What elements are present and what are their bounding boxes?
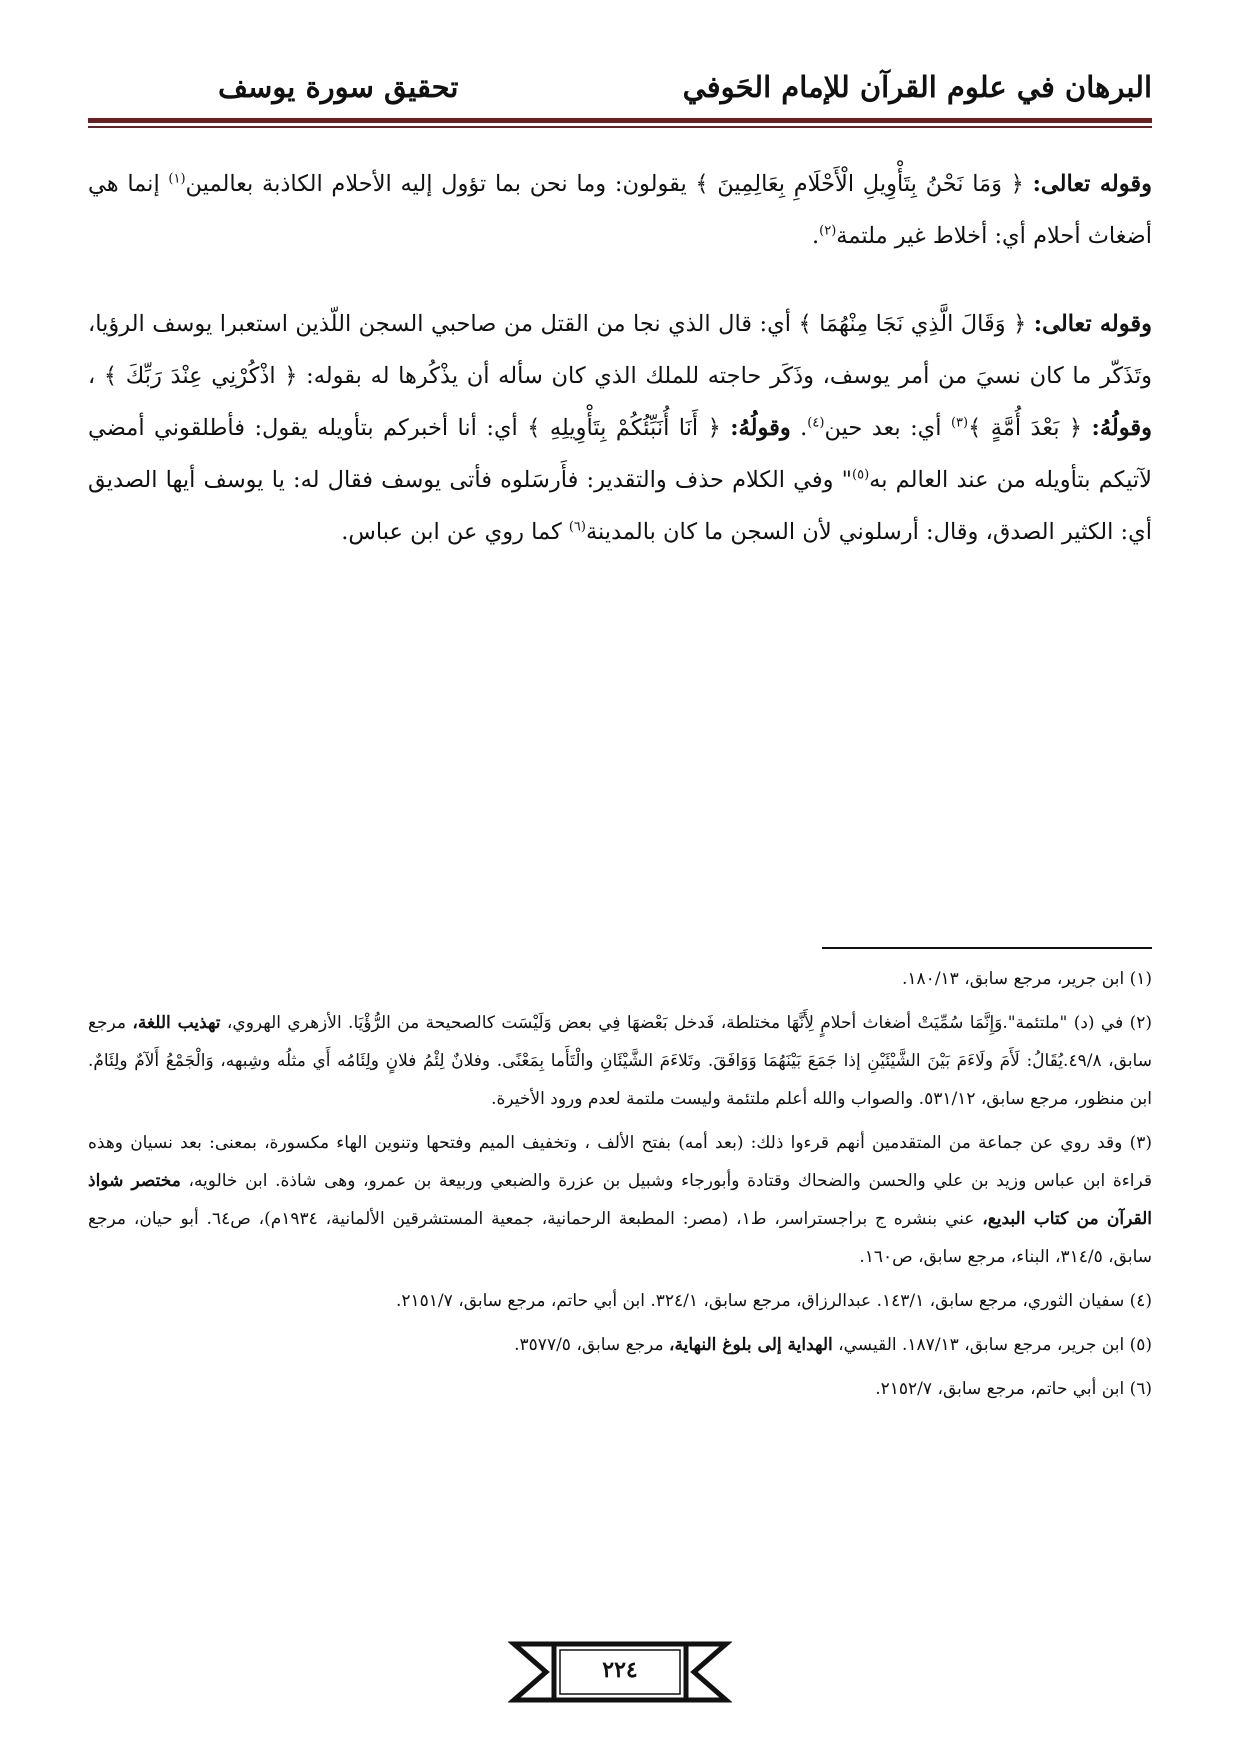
page-number-ornament xyxy=(508,1640,732,1704)
paragraph-text: . xyxy=(790,415,808,441)
paragraph-text: . xyxy=(812,223,820,249)
paragraph-text: ﴿ بَعْدَ أُمَّةٍ ﴾ xyxy=(968,415,1092,441)
footnote-text: مرجع سابق، ٣٥٧٧/٥. xyxy=(514,1335,670,1355)
paragraph-text: أي: بعد حين xyxy=(824,415,951,441)
header-rule-thin xyxy=(88,126,1152,128)
footnote-text: عني بنشره ج براجستراسر، ط١، (مصر: المطبعة الرحمانية، جمعية المستشرقين الألمانية، ١٩٣٤م)، ص٦٤. أبو حيان، مرجع سابق، ٣١٤/٥، البناء، مرجع سابق، ص١٦٠. xyxy=(88,1209,1152,1267)
footnote-3 xyxy=(88,1124,1152,1276)
footnote-separator xyxy=(822,947,1152,949)
footnote-source-title: تهذيب اللغة، xyxy=(132,1013,221,1033)
paragraph-lead: وقوله تعالى: xyxy=(1033,311,1152,337)
section-title: تحقيق سورة يوسف xyxy=(218,70,459,104)
footnote-text: (٥) ابن جرير، مرجع سابق، ١٨٧/١٣. القيسي، xyxy=(832,1335,1152,1355)
paragraph-2 xyxy=(88,298,1152,558)
footnote-5 xyxy=(88,1326,1152,1364)
footnote-ref: (٦) xyxy=(568,519,586,535)
footnote-6: (٦) ابن أبي حاتم، مرجع سابق، ٢١٥٢/٧. xyxy=(875,1379,1152,1399)
paragraph-text: كما روي عن ابن عباس. xyxy=(341,519,569,545)
paragraph-text: ﴿ أَنَا أُنَبِّئُكُمْ بِتَأْوِيلِهِ ﴾ أي: أنا أخبركم بتأويله يقول: فأطلقوني أمضي لآتيكم بتأويله من عند العالم به xyxy=(88,415,1152,493)
paragraph-text: " وفي الكلام حذف والتقدير: فأَرسَلوه فأتى يوسف فقال له: يا يوسف أيها الصديق أي: الكثير الصدق، وقال: أرسلوني لأن السجن ما كان بالمدينة xyxy=(88,467,1152,545)
footnote-ref: (٥) xyxy=(852,467,870,483)
footnote-source-title: مختصر شواذ القرآن من كتاب البديع، xyxy=(88,1171,1153,1229)
bold-phrase: وقولُهُ: xyxy=(1091,415,1152,441)
footnotes xyxy=(88,960,1152,1414)
paragraph-text: ﴿ وَمَا نَحْنُ بِتَأْوِيلِ الْأَحْلَامِ بِعَالِمِينَ ﴾ يقولون: وما نحن بما تؤول إليه الأحلام الكاذبة بعالمين xyxy=(185,171,1033,197)
footnote-2 xyxy=(88,1004,1152,1118)
footnote-ref: (٤) xyxy=(807,415,825,431)
footnote-ref: (٣) xyxy=(950,415,969,431)
page-number: ٢٢٤ xyxy=(602,1657,638,1683)
footnote-source-title: الهداية إلى بلوغ النهاية، xyxy=(669,1335,833,1355)
footnote-ref: (١) xyxy=(168,171,186,187)
page-header xyxy=(88,70,1152,114)
paragraph-text: ﴿ وَقَالَ الَّذِي نَجَا مِنْهُمَا ﴾ أي: قال الذي نجا من القتل من صاحبي السجن اللّذين استعبرا يوسف الرؤيا، وتَذَكّر ما كان نسيَ من أمر يوسف، وذَكَر حاجته للملك الذي كان سأله أن يذْكُرها له بقوله: ﴿ اذْكُرْنِي عِنْدَ رَبِّكَ ﴾ ، xyxy=(88,311,1152,389)
paragraph-lead: وقوله تعالى: xyxy=(1032,171,1152,197)
footnote-text: مرجع سابق، ٤٩/٨.يُقَالُ: لَأَمَ ولَاءَمَ بَيْنَ الشَّيْئَيْنِ إذا جَمَعَ بَيْنَهُمَا وَوَافَقَ. وتَلاءَمَ الشَّيْئَانِ والْتَأَما بِمَعْنًى. وفلانٌ لِئْمُ فلانٍ ولِئَامُه أَي مثلُه وشِبهه، وَالْجَمْعُ أَلآمٌ ولِئَامٌ. ابن منظور، مرجع سابق، ٥٣١/١٢. والصواب والله أعلم ملتئمة وليست ملتمة لعدم ورود الأخيرة. xyxy=(88,1013,1152,1109)
paragraph-text: إنما هي أضغاث أحلام أي: أخلاط غير ملتمة xyxy=(88,171,1152,249)
book-title: البرهان في علوم القرآن للإمام الحَوفي xyxy=(682,70,1152,104)
header-rule-thick xyxy=(88,118,1152,123)
footnote-text: (٢) في (د) "ملتئمة".وَإِنَّمَا سُمِّيَتْ أضغاث أحلامٍ لِأَنَّهَا مختلطة، فَدخل بَعْضهَا فِي بعض وَلَيْسَت كالصحيحة من الرُّؤْيَا. الأزهري الهروي، xyxy=(220,1013,1152,1033)
paragraph-1 xyxy=(88,158,1152,262)
footnote-text: (٣) وقد روي عن جماعة من المتقدمين أنهم قرءوا ذلك: (بعد أمه) بفتح الألف ، وتخفيف الميم وفتحها وتنوين الهاء مكسورة، بمعنى: بعد نسيان وهذه قراءة ابن عباس وزيد بن علي والحسن والضحاك وقتادة وأبورجاء وشبيل بن عزرة والضبعي وربيعة بن عمرو، وهى شاذة. ابن خالويه، xyxy=(88,1133,1152,1191)
bold-phrase: وقولُهُ: xyxy=(730,415,791,441)
footnote-4: (٤) سفيان الثوري، مرجع سابق، ١٤٣/١. عبدالرزاق، مرجع سابق، ٣٢٤/١. ابن أبي حاتم، مرجع سابق، ٢١٥١/٧. xyxy=(396,1291,1152,1311)
footnote-1: (١) ابن جرير، مرجع سابق، ١٨٠/١٣. xyxy=(902,969,1152,989)
main-text xyxy=(88,158,1152,594)
footnote-ref: (٢) xyxy=(819,223,837,239)
